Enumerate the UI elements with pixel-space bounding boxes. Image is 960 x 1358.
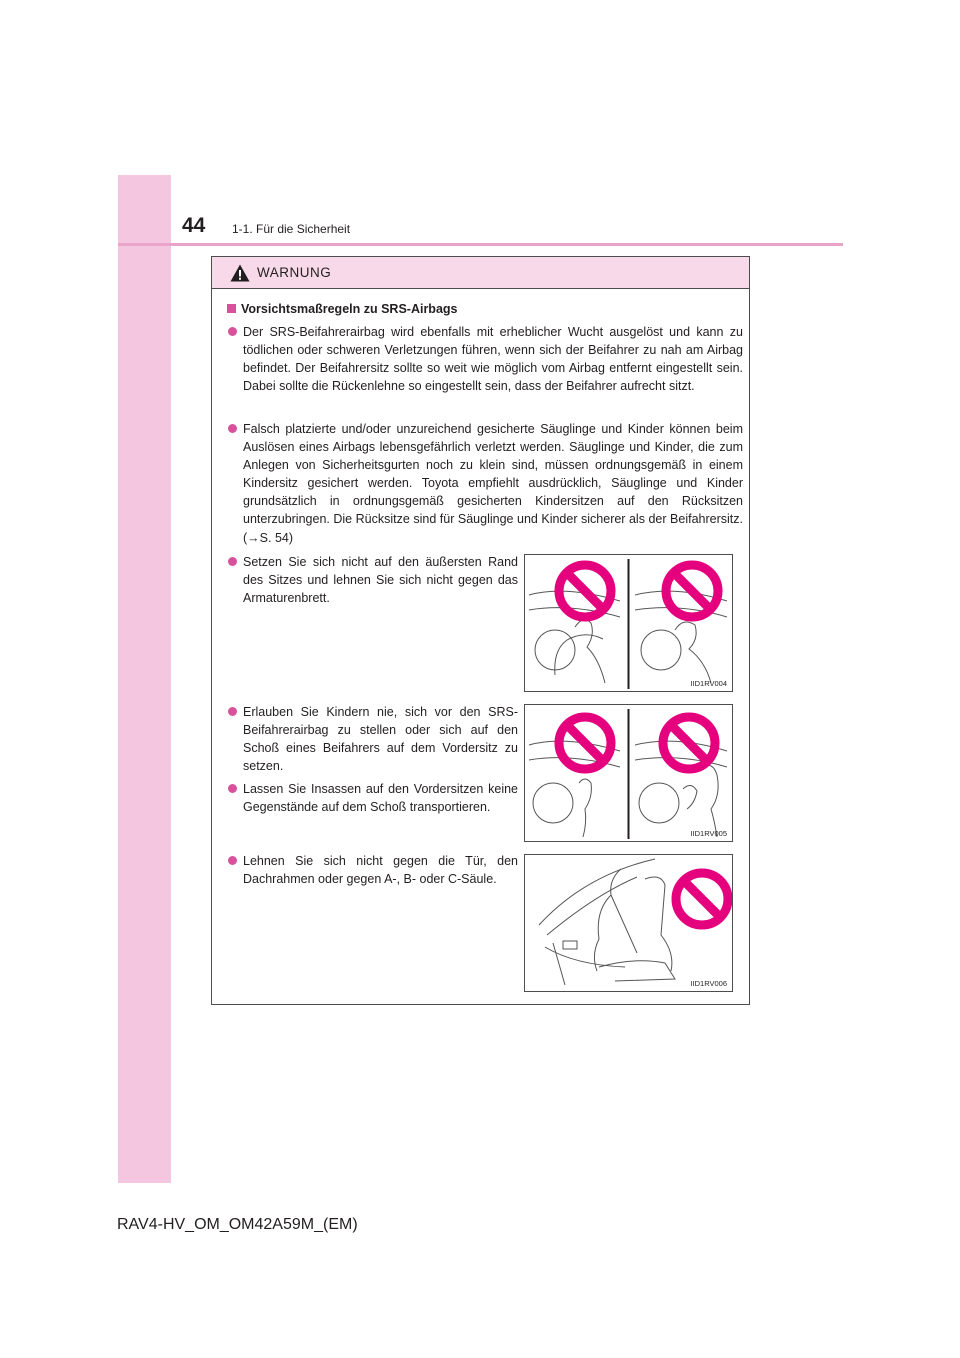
illustration-drawing bbox=[525, 855, 732, 991]
figure-code: IID1RV006 bbox=[690, 979, 727, 988]
prohibition-icon bbox=[559, 717, 611, 769]
bullet-text: Der SRS-Beifahrerairbag wird ebenfalls mit erheblicher Wucht ausgelöst und kann zu tödlichen oder schweren Verletzungen führen, wenn sich der Beifahrer zu nah am Airbag befindet. Der Beifahrersitz sollte so weit wie möglich vom Airbag entfernt eingestellt sein. Dabei sollte die Rückenlehne so eingestellt sein, dass der Beifahrer aufrecht sitzt. bbox=[243, 325, 743, 394]
bullet-text: Lehnen Sie sich nicht gegen die Tür, den Dachrahmen oder gegen A-, B- oder C-Säule. bbox=[243, 854, 518, 887]
prohibition-icon bbox=[676, 873, 728, 925]
bullet-dot-icon bbox=[228, 784, 237, 793]
bullet-item bbox=[243, 420, 743, 547]
warning-triangle-icon bbox=[230, 264, 250, 282]
figure-code: IID1RV004 bbox=[690, 679, 727, 688]
footer-model-code: RAV4-HV_OM_OM42A59M_(EM) bbox=[117, 1216, 358, 1233]
square-bullet-icon bbox=[227, 304, 236, 313]
illustration-drawing bbox=[525, 555, 732, 691]
illustration-leaning-door bbox=[524, 854, 733, 992]
side-tab-bar bbox=[118, 175, 171, 1183]
prohibition-icon bbox=[663, 717, 715, 769]
header-rule bbox=[118, 243, 843, 246]
section-title: 1-1. Für die Sicherheit bbox=[232, 222, 351, 236]
bullet-item bbox=[243, 323, 743, 395]
bullet-item bbox=[243, 553, 518, 607]
bullet-item bbox=[243, 852, 518, 888]
warning-title: WARNUNG bbox=[257, 265, 332, 280]
illustration-child-passenger bbox=[524, 704, 733, 842]
bullet-item bbox=[243, 703, 518, 775]
illustration-drawing bbox=[525, 705, 732, 841]
bullet-item bbox=[243, 780, 518, 816]
bullet-text: Erlauben Sie Kindern nie, sich vor den SRS-Beifahrerairbag zu stellen oder sich auf den Schoß eines Beifahrers auf dem Vordersitz zu setzen. bbox=[243, 705, 518, 774]
bullet-text: Setzen Sie sich nicht auf den äußersten Rand des Sitzes und lehnen Sie sich nicht gegen das Armaturenbrett. bbox=[243, 555, 518, 606]
illustration-passenger-leaning bbox=[524, 554, 733, 692]
bullet-dot-icon bbox=[228, 327, 237, 336]
bullet-dot-icon bbox=[228, 856, 237, 865]
bullet-dot-icon bbox=[228, 707, 237, 716]
bullet-text: Falsch platzierte und/oder unzureichend gesicherte Säuglinge und Kinder können beim Auslösen eines Airbags lebensgefährlich verletzt werden. Säuglinge und Kinder, die zum Anlegen von Sicherheitsgurten noch zu klein sind, müssen ordnungsgemäß in einem Kindersitz gesichert werden. Toyota empfiehlt ausdrücklich, Säuglinge und Kinder grundsätzlich in ordnungsgemäß gesicherten Kindersitzen auf den Rücksitzen unterzubringen. Die Rücksitze sind für Säuglinge und Kinder sicherer als der Beifahrersitz. (→S. 54) bbox=[243, 422, 743, 545]
warning-heading bbox=[227, 302, 458, 316]
warning-heading-text: Vorsichtsmaßregeln zu SRS-Airbags bbox=[241, 302, 458, 316]
page-number: 44 bbox=[182, 214, 206, 237]
bullet-dot-icon bbox=[228, 424, 237, 433]
bullet-text: Lassen Sie Insassen auf den Vordersitzen keine Gegenstände auf dem Schoß transportieren. bbox=[243, 782, 518, 815]
warning-box bbox=[211, 256, 750, 1005]
warning-header bbox=[212, 257, 749, 289]
figure-code: IID1RV005 bbox=[690, 829, 727, 838]
bullet-dot-icon bbox=[228, 557, 237, 566]
